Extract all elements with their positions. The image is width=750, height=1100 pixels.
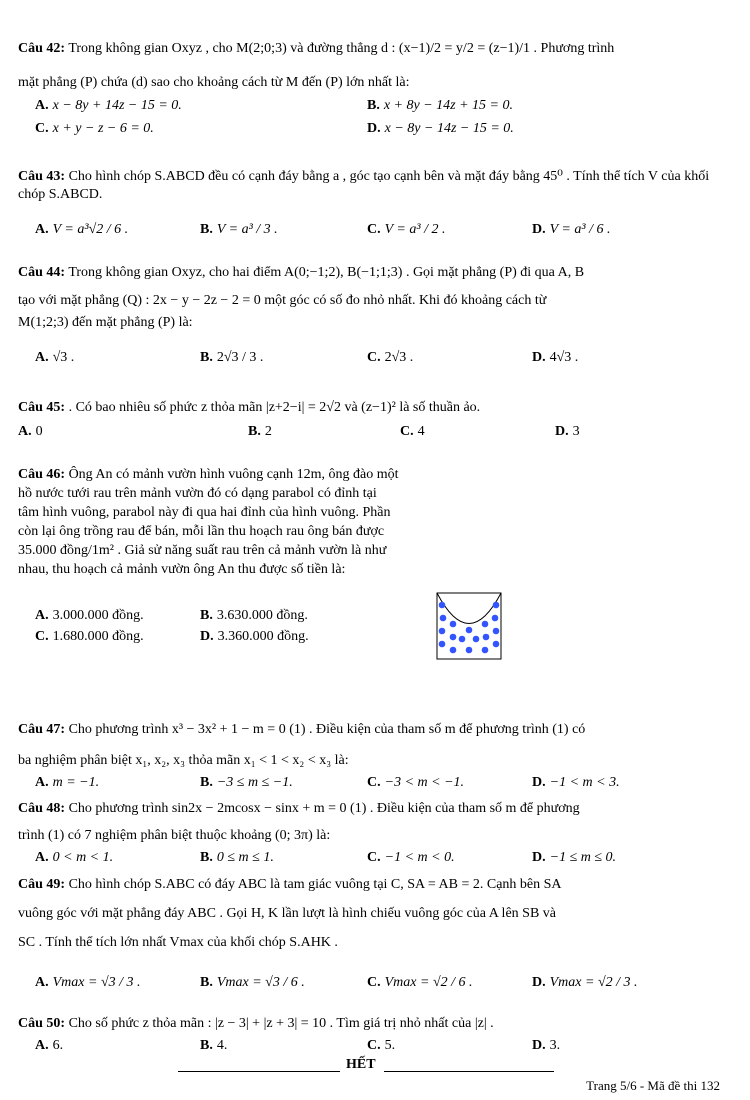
q44-line2: tạo với mặt phẳng (Q) : 2x − y − 2z − 2 = 0 một góc có số đo nhỏ nhất. Khi đó khoảng cách từ — [18, 293, 547, 308]
q46-option-b: B. 3.630.000 đồng. — [200, 608, 308, 623]
q50-option-b: B. 4. — [200, 1038, 228, 1053]
q45-option-d: D. 3 — [555, 424, 580, 439]
question-44: Câu 44: Trong không gian Oxyz, cho hai điểm A(0;−1;2), B(−1;1;3) . Gọi mặt phẳng (P) đi qua A, B — [18, 265, 585, 280]
q42-line2: mặt phẳng (P) chứa (d) sao cho khoảng cách từ M đến (P) lớn nhất là: — [18, 75, 410, 90]
q47-option-a: A. m = −1. — [35, 775, 100, 790]
q44-option-d: D. 4√3 . — [532, 350, 579, 365]
q50-option-a: A. 6. — [35, 1038, 64, 1053]
q45-option-c: C. 4 — [400, 424, 425, 439]
question-49: Câu 49: Cho hình chóp S.ABC có đáy ABC là tam giác vuông tại C, SA = AB = 2. Cạnh bên SA — [18, 877, 562, 892]
q47-option-b: B. −3 ≤ m ≤ −1. — [200, 775, 293, 790]
q43-option-d: D. V = a³ / 6 . — [532, 222, 611, 237]
q44-option-b: B. 2√3 / 3 . — [200, 350, 264, 365]
q48-option-d: D. −1 ≤ m ≤ 0. — [532, 850, 617, 865]
q50-option-d: D. 3. — [532, 1038, 561, 1053]
q42-line1: Câu 42: Trong không gian Oxyz , cho M(2;0;3) và đường thẳng d : (x−1)/2 = y/2 = (z−1)/1 . Phương trình — [18, 41, 615, 56]
end-rule-left — [178, 1071, 340, 1072]
q43-option-c: C. V = a³ / 2 . — [367, 222, 446, 237]
question-43: Câu 43: Cho hình chóp S.ABCD đều có cạnh đáy bằng a , góc tạo cạnh bên và mặt đáy bằng 45⁰ . Tính thể tích V của khối chóp S.ABCD. — [18, 169, 710, 203]
q50-option-c: C. 5. — [367, 1038, 396, 1053]
q47-option-d: D. −1 < m < 3. — [532, 775, 620, 790]
q44-option-c: C. 2√3 . — [367, 350, 414, 365]
question-48: Câu 48: Cho phương trình sin2x − 2mcosx − sinx + m = 0 (1) . Điều kiện của tham số m để phương — [18, 801, 580, 816]
q49-option-b: B. Vmax = √3 / 6 . — [200, 975, 305, 990]
q49-line2: vuông góc với mặt phẳng đáy ABC . Gọi H, K lần lượt là hình chiếu vuông góc của A lên SB và — [18, 906, 556, 921]
question-45: Câu 45: . Có bao nhiêu số phức z thỏa mãn |z+2−i| = 2√2 và (z−1)² là số thuần ảo. — [18, 400, 481, 415]
end-rule-right — [384, 1071, 554, 1072]
page-footer: Trang 5/6 - Mã đề thi 132 — [586, 1078, 720, 1093]
q43-option-a: A. V = a³√2 / 6 . — [35, 222, 129, 237]
end-marker — [178, 1058, 554, 1072]
garden-parabola-figure — [436, 592, 502, 660]
q45-option-a: A. 0 — [18, 424, 43, 439]
q48-line2: trình (1) có 7 nghiệm phân biệt thuộc khoảng (0; 3π) là: — [18, 828, 331, 843]
q49-line3: SC . Tính thể tích lớn nhất Vmax của khối chóp S.AHK . — [18, 935, 338, 950]
q47-option-c: C. −3 < m < −1. — [367, 775, 465, 790]
question-50: Câu 50: Cho số phức z thỏa mãn : |z − 3| + |z + 3| = 10 . Tìm giá trị nhỏ nhất của |z| . — [18, 1016, 494, 1031]
q42-option-c: C. x + y − z − 6 = 0. — [35, 121, 154, 136]
q46-option-c: C. 1.680.000 đồng. — [35, 629, 144, 644]
question-42 — [18, 38, 712, 60]
q49-option-d: D. Vmax = √2 / 3 . — [532, 975, 638, 990]
q48-option-a: A. 0 < m < 1. — [35, 850, 114, 865]
end-text: HẾT — [346, 1057, 376, 1072]
q44-line3: M(1;2;3) đến mặt phẳng (P) là: — [18, 315, 193, 330]
q45-option-b: B. 2 — [248, 424, 272, 439]
q43-option-b: B. V = a³ / 3 . — [200, 222, 278, 237]
q42-option-d: D. x − 8y − 14z − 15 = 0. — [367, 121, 514, 136]
q42-option-b: B. x + 8y − 14z + 15 = 0. — [367, 98, 514, 113]
q48-option-b: B. 0 ≤ m ≤ 1. — [200, 850, 274, 865]
q42-option-a: A. x − 8y + 14z − 15 = 0. — [35, 98, 182, 113]
q46-option-a: A. 3.000.000 đồng. — [35, 608, 144, 623]
q47-line2: ba nghiệm phân biệt x₁, x₂, x₃ thỏa mãn x₁ < 1 < x₂ < x₃ là: — [18, 753, 349, 768]
q48-option-c: C. −1 < m < 0. — [367, 850, 455, 865]
q49-option-a: A. Vmax = √3 / 3 . — [35, 975, 141, 990]
q46-option-d: D. 3.360.000 đồng. — [200, 629, 309, 644]
q44-option-a: A. √3 . — [35, 350, 75, 365]
question-47: Câu 47: Cho phương trình x³ − 3x² + 1 − m = 0 (1) . Điều kiện của tham số m để phương trình (1) có — [18, 722, 586, 737]
q49-option-c: C. Vmax = √2 / 6 . — [367, 975, 473, 990]
question-46: Câu 46: Ông An có mảnh vườn hình vuông cạnh 12m, ông đào một hồ nước tưới rau trên mảnh vườn đó có dạng parabol có đỉnh tại tâm hình vuông, parabol này đi qua hai đỉnh của hình vuông. Phần còn lại ông trồng rau để bán, mỗi lần thu hoạch rau ông bán được 35.000 đồng/1m² . Giả sử năng suất rau trên cả mảnh vườn là như nhau, thu hoạch cả mảnh vườn ông An thu được số tiền là: — [18, 467, 399, 578]
